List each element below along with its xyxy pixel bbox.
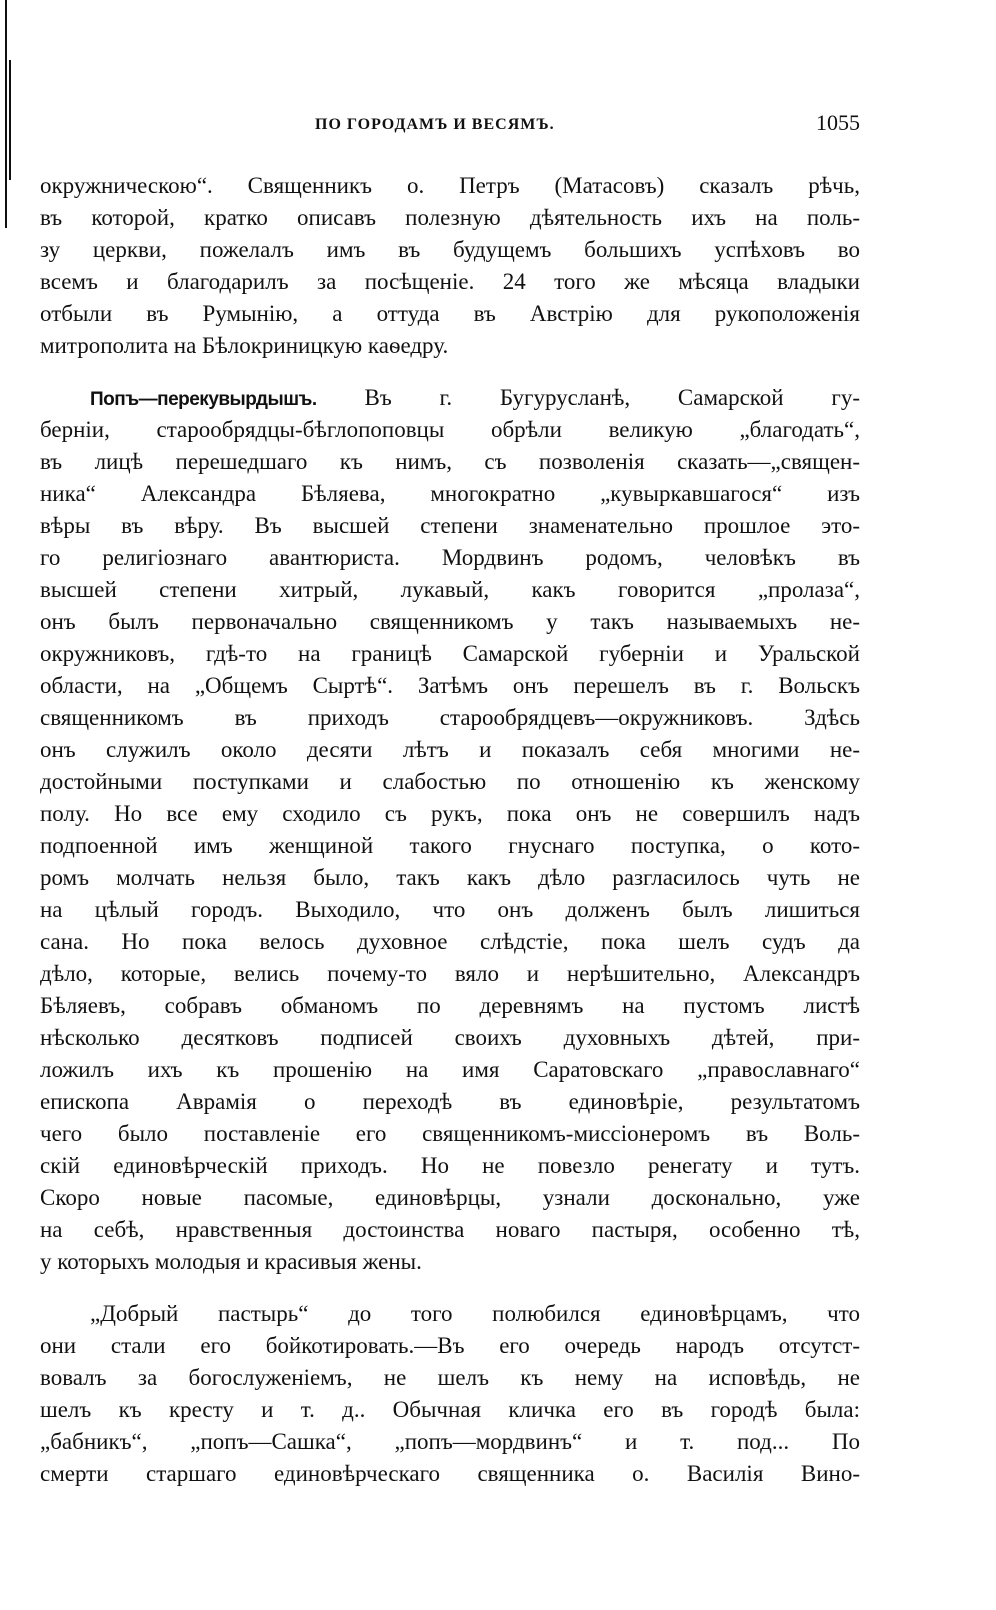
- text-line: полу. Но все ему сходило съ рукъ, пока онъ не совершилъ надъ: [40, 801, 860, 826]
- text-line: отбыли въ Румынію, а оттуда въ Австрію для рукоположенія: [40, 301, 860, 326]
- paragraph-first-line: [40, 382, 860, 414]
- text-line: въ которой, кратко описавъ полезную дѣятельность ихъ на поль-: [40, 205, 860, 230]
- text-line: священникомъ въ приходъ старообрядцевъ—окружниковъ. Здѣсь: [40, 705, 860, 730]
- text-line: шелъ къ кресту и т. д.. Обычная кличка его въ городѣ была:: [40, 1397, 860, 1422]
- text-line: Бѣляевъ, собравъ обманомъ по деревнямъ на пустомъ листѣ: [40, 993, 860, 1018]
- text-line: на себѣ, нравственныя достоинства новаго пастыря, особенно тѣ,: [40, 1217, 860, 1242]
- running-head: [40, 110, 860, 140]
- text-line: вовалъ за богослуженіемъ, не шелъ къ нему на исповѣдь, не: [40, 1365, 860, 1390]
- text-line: берніи, старообрядцы-бѣглопоповцы обрѣли великую „благодать“,: [40, 417, 860, 442]
- text-line: всемъ и благодарилъ за посѣщеніе. 24 того же мѣсяца владыки: [40, 269, 860, 294]
- text-line: въ лицѣ перешедшаго къ нимъ, съ позволенія сказать—„священ-: [40, 449, 860, 474]
- text-line: онъ служилъ около десяти лѣтъ и показалъ себя многими не-: [40, 737, 860, 762]
- text-line: окружническою“. Священникъ о. Петръ (Матасовъ) сказалъ рѣчь,: [40, 173, 860, 198]
- text-line: подпоенной имъ женщиной такого гнуснаго поступка, о кото-: [40, 833, 860, 858]
- margin-rule: [5, 0, 11, 230]
- text-line: митрополита на Бѣлокриницкую каѳедру.: [40, 333, 449, 358]
- text-line: смерти старшаго единовѣрческаго священника о. Василія Вино-: [40, 1461, 860, 1486]
- text-line: онъ былъ первоначально священникомъ у такъ называемыхъ не-: [40, 609, 860, 634]
- text-line: высшей степени хитрый, лукавый, какъ говорится „пролаза“,: [40, 577, 860, 602]
- text-line: вѣры въ вѣру. Въ высшей степени знаменательно прошлое это-: [40, 513, 860, 538]
- text-line: „бабникъ“, „попъ—Сашка“, „попъ—мордвинъ“ и т. под... По: [40, 1429, 860, 1454]
- text-line: нѣсколько десятковъ подписей своихъ духовныхъ дѣтей, при-: [40, 1025, 860, 1050]
- text-line: чего было поставленіе его священникомъ-миссіонеромъ въ Воль-: [40, 1121, 860, 1146]
- text-line: скій единовѣрческій приходъ. Но не повезло ренегату и тутъ.: [40, 1153, 860, 1178]
- text-line: „Добрый пастырь“ до того полюбился единовѣрцамъ, что: [90, 1301, 860, 1326]
- text-line: у которыхъ молодыя и красивыя жены.: [40, 1249, 422, 1274]
- text-line: сана. Но пока велось духовное слѣдстіе, пока шелъ судъ да: [40, 929, 860, 954]
- text-block: [40, 170, 860, 1490]
- margin-rule-line: [5, 0, 7, 228]
- text-line: ника“ Александра Бѣляева, многократно „кувыркавшагося“ изъ: [40, 481, 860, 506]
- text-line: они стали его бойкотировать.—Въ его очередь народъ отсутст-: [40, 1333, 860, 1358]
- text-line: достойными поступками и слабостью по отношенію къ женскому: [40, 769, 860, 794]
- text-line: окружниковъ, гдѣ-то на границѣ Самарской губерніи и Уральской: [40, 641, 860, 666]
- text-line: области, на „Общемъ Сыртѣ“. Затѣмъ онъ перешелъ въ г. Вольскъ: [40, 673, 860, 698]
- text-line: ромъ молчать нельзя было, такъ какъ дѣло разгласилось чуть не: [40, 865, 860, 890]
- paragraph-gap: [40, 1278, 860, 1298]
- text-line: на цѣлый городъ. Выходило, что онъ долженъ былъ лишиться: [40, 897, 860, 922]
- text-line-rest: Въ г. Бугурусланѣ, Самарской гу-: [316, 385, 860, 410]
- page-number: 1055: [816, 110, 860, 135]
- text-line: ложилъ ихъ къ прошенію на имя Саратовскаго „православнаго“: [40, 1057, 860, 1082]
- text-line: епископа Аврамія о переходѣ въ единовѣріе, результатомъ: [40, 1089, 860, 1114]
- running-title: ПО ГОРОДАМЪ И ВЕСЯМЪ.: [315, 116, 555, 133]
- text-line: го религіознаго авантюриста. Мордвинъ родомъ, человѣкъ въ: [40, 545, 860, 570]
- text-line: дѣло, которые, велись почему-то вяло и нерѣшительно, Александръ: [40, 961, 860, 986]
- margin-rule-line: [9, 60, 11, 180]
- text-line: Скоро новые пасомые, единовѣрцы, узнали досконально, уже: [40, 1185, 860, 1210]
- text-line: зу церкви, пожелалъ имъ въ будущемъ большихъ успѣховъ во: [40, 237, 860, 262]
- section-lead-in: Попъ—перекувырдышъ.: [90, 389, 317, 410]
- paragraph-gap: [40, 362, 860, 382]
